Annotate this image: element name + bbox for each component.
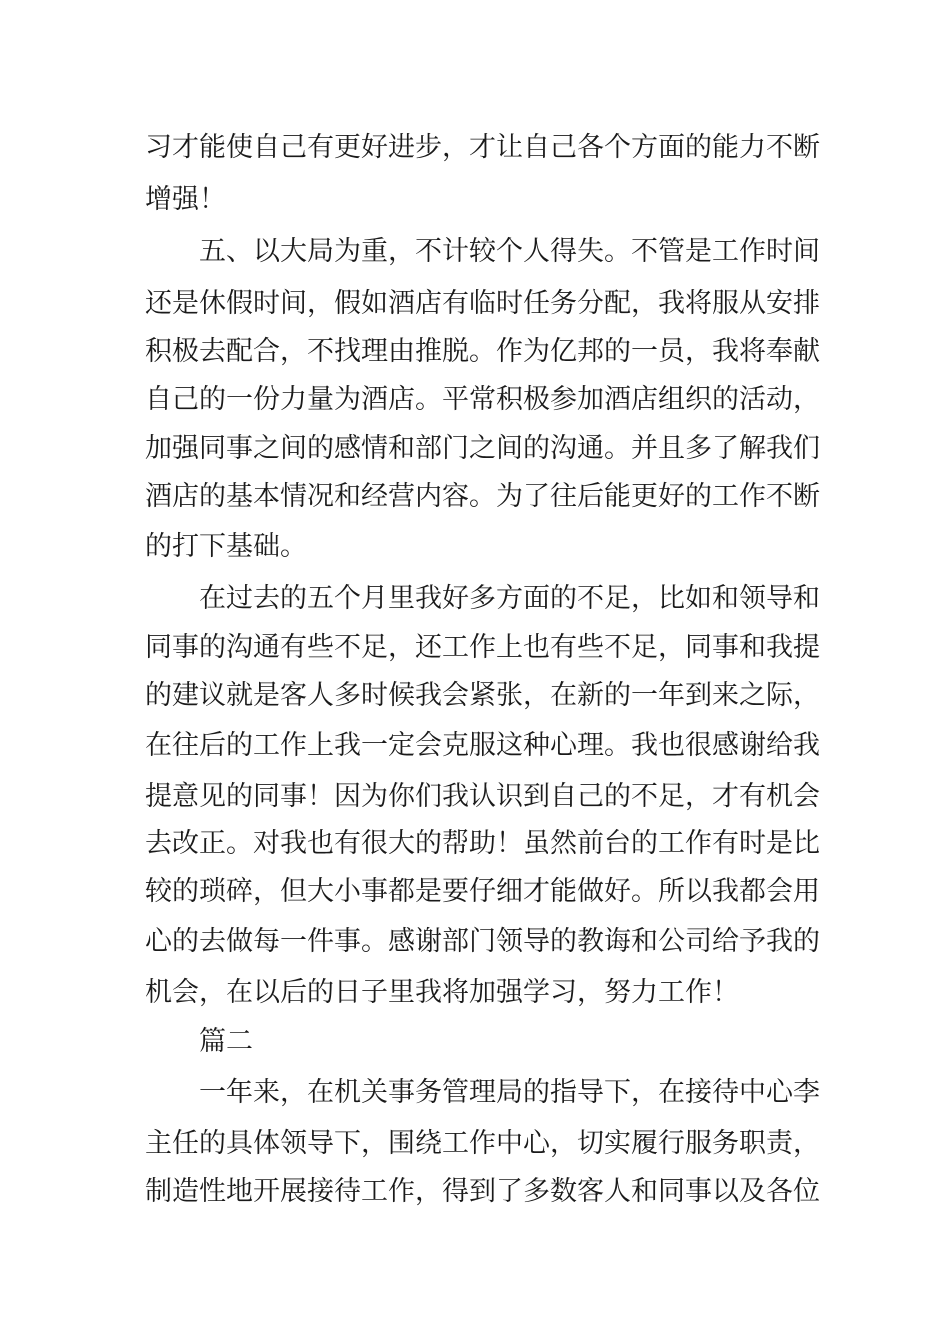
text-line: 加强同事之间的感情和部门之间的沟通。并且多了解我们	[145, 433, 820, 464]
text-line: 同事的沟通有些不足，还工作上也有些不足，同事和我提	[145, 632, 820, 663]
paragraph-start-line: 五、以大局为重，不计较个人得失。不管是工作时间	[199, 236, 820, 267]
text-line: 去改正。对我也有很大的帮助！虽然前台的工作有时是比	[145, 828, 820, 859]
section-heading: 篇二	[199, 1026, 253, 1057]
text-line: 的打下基础。	[145, 531, 307, 562]
text-line: 增强！	[145, 184, 226, 215]
text-line: 在往后的工作上我一定会克服这种心理。我也很感谢给我	[145, 730, 820, 761]
text-line: 酒店的基本情况和经营内容。为了往后能更好的工作不断	[145, 481, 820, 512]
text-line: 还是休假时间，假如酒店有临时任务分配，我将服从安排	[145, 288, 820, 319]
text-line: 机会，在以后的日子里我将加强学习，努力工作！	[145, 977, 739, 1008]
paragraph-start-line: 一年来，在机关事务管理局的指导下，在接待中心李	[199, 1077, 820, 1108]
text-line: 的建议就是客人多时候我会紧张，在新的一年到来之际，	[145, 680, 820, 711]
text-line: 自己的一份力量为酒店。平常积极参加酒店组织的活动，	[145, 384, 820, 415]
text-line: 积极去配合，不找理由推脱。作为亿邦的一员，我将奉献	[145, 336, 820, 367]
text-line: 习才能使自己有更好进步，才让自己各个方面的能力不断	[145, 132, 820, 163]
text-line: 主任的具体领导下，围绕工作中心，切实履行服务职责，	[145, 1128, 820, 1159]
text-line: 心的去做每一件事。感谢部门领导的教诲和公司给予我的	[145, 926, 820, 957]
text-line: 较的琐碎，但大小事都是要仔细才能做好。所以我都会用	[145, 876, 820, 907]
paragraph-start-line: 在过去的五个月里我好多方面的不足，比如和领导和	[199, 583, 820, 614]
text-line: 提意见的同事！因为你们我认识到自己的不足，才有机会	[145, 781, 820, 812]
text-line: 制造性地开展接待工作，得到了多数客人和同事以及各位	[145, 1176, 820, 1207]
